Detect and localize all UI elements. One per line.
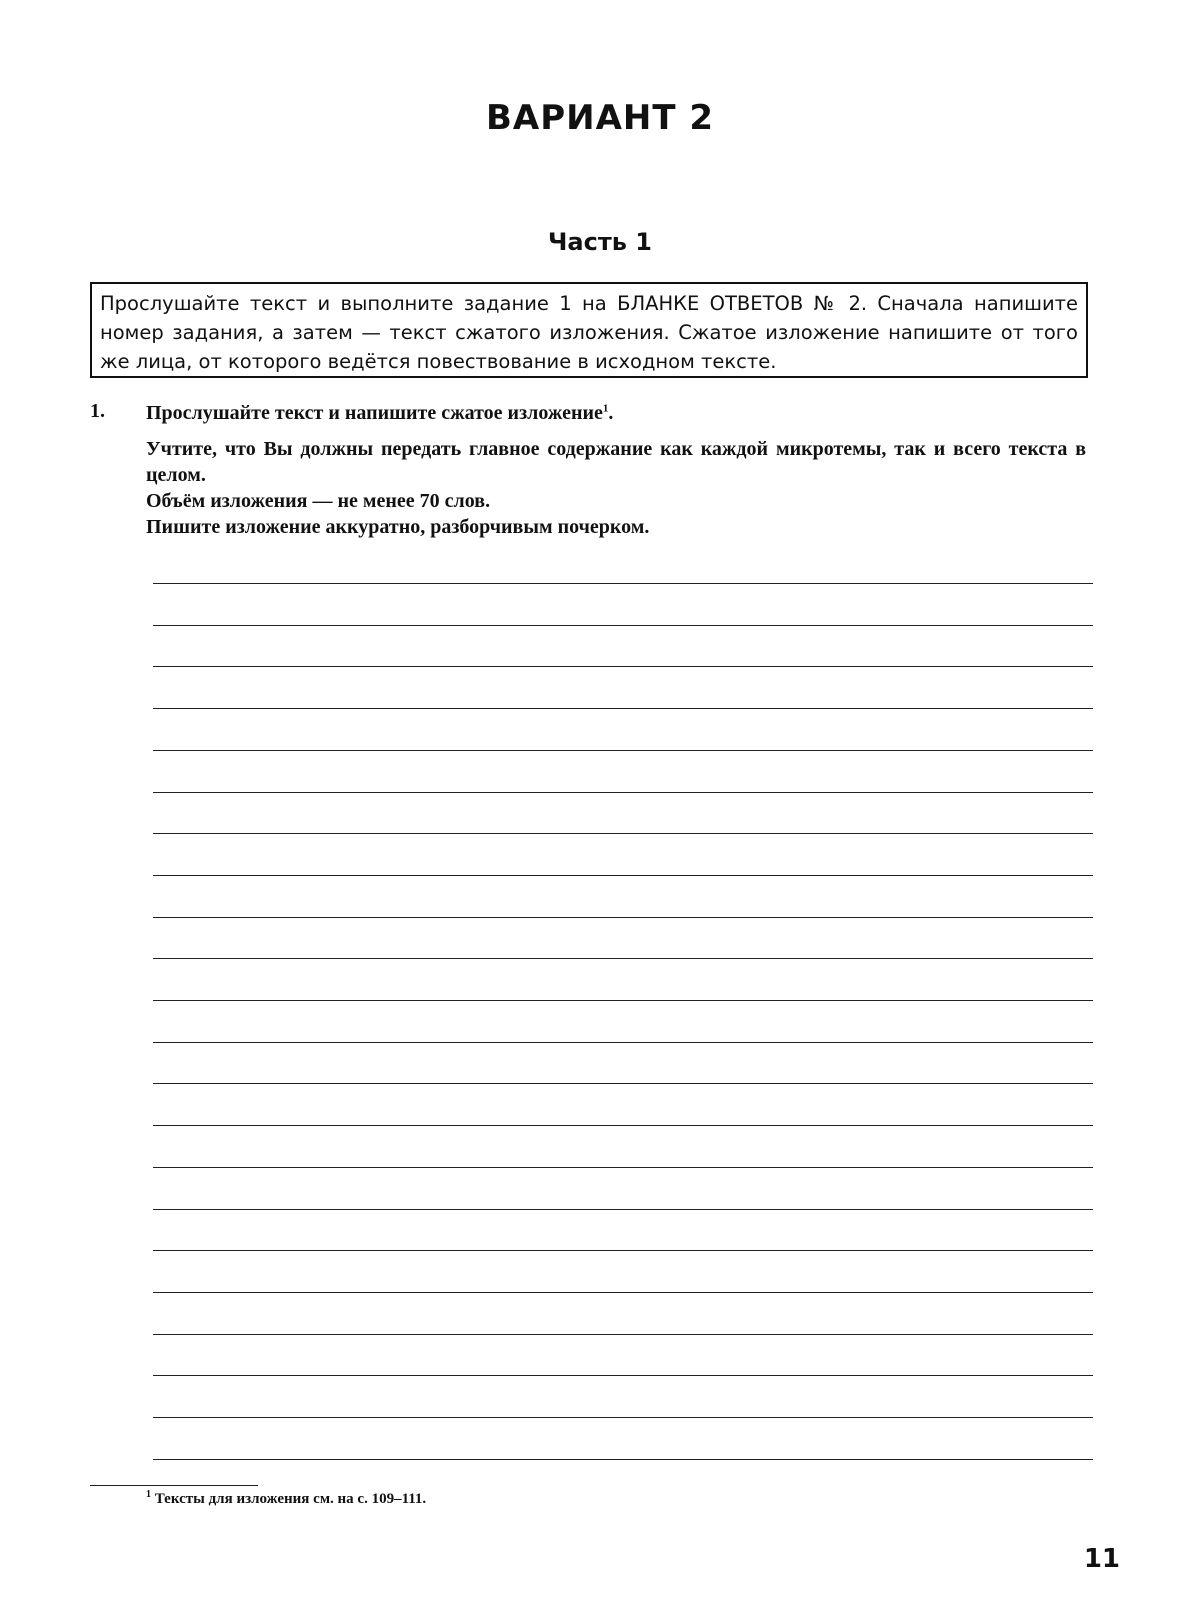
task-heading [146, 400, 1086, 426]
answer-line [153, 1167, 1093, 1168]
answer-line [153, 583, 1093, 584]
variant-title: ВАРИАНТ 2 [485, 98, 715, 138]
instruction-box [90, 282, 1088, 378]
footnote-reference: 1 [602, 402, 609, 415]
task-heading-text: Прослушайте текст и напишите сжатое изложение [146, 402, 603, 424]
answer-line [153, 1000, 1093, 1001]
answer-line [153, 1125, 1093, 1126]
answer-line [153, 708, 1093, 709]
page-number: 11 [1083, 1544, 1120, 1574]
task-number: 1. [90, 400, 105, 422]
instruction-text: Прослушайте текст и выполните задание 1 на БЛАНКЕ ОТВЕТОВ № 2. Сначала напишите номер задания, а затем — текст сжатого изложения. Сжатое изложение напишите от того же лица, от которого ведётся повествование в исходном тексте. [100, 292, 1078, 373]
footnote-mark: 1 [146, 1489, 151, 1500]
answer-line [153, 1292, 1093, 1293]
answer-line [153, 1417, 1093, 1418]
task-text-requirements: Учтите, что Вы должны передать главное содержание как каждой микротемы, так и всего текста в целом. [146, 438, 1086, 486]
answer-line [153, 1209, 1093, 1210]
answer-line [153, 1459, 1093, 1460]
answer-line [153, 666, 1093, 667]
answer-line [153, 1083, 1093, 1084]
answer-line [153, 958, 1093, 959]
answer-line [153, 833, 1093, 834]
task-block [146, 400, 1086, 540]
answer-line [153, 1250, 1093, 1251]
answer-line [153, 917, 1093, 918]
footnote-divider [90, 1485, 258, 1486]
part-title: Часть 1 [548, 228, 652, 256]
answer-line [153, 875, 1093, 876]
answer-line [153, 1042, 1093, 1043]
task-text-volume: Объём изложения — не менее 70 слов. [146, 490, 491, 512]
answer-line [153, 792, 1093, 793]
answer-line [153, 625, 1093, 626]
answer-line [153, 1334, 1093, 1335]
footnote [146, 1491, 426, 1508]
answer-line [153, 1375, 1093, 1376]
footnote-text: Тексты для изложения см. на с. 109–111. [154, 1491, 427, 1507]
task-text-handwriting: Пишите изложение аккуратно, разборчивым почерком. [146, 516, 650, 538]
answer-line [153, 750, 1093, 751]
task-heading-end: . [608, 402, 614, 424]
